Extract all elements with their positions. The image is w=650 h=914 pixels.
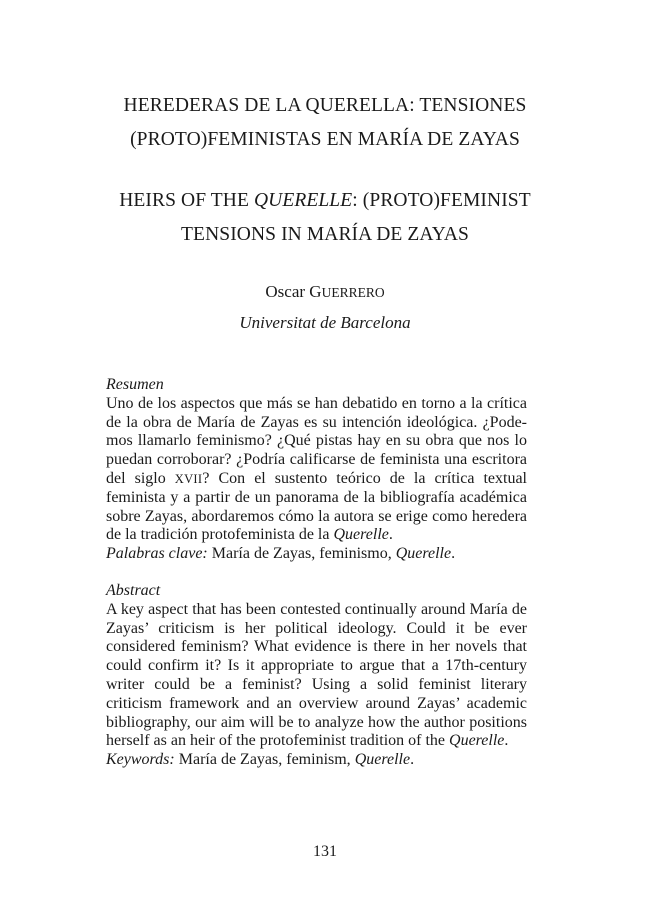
english-title-line-2: TENSIONS IN MARÍA DE ZAYAS (181, 224, 469, 245)
resumen-line-last (106, 526, 527, 545)
resumen-section (106, 376, 527, 564)
page-number: 131 (313, 843, 337, 860)
abstract-keywords (106, 751, 527, 770)
english-title-italic: QUERELLE (253, 190, 353, 211)
resumen-line: Uno de los aspectos que más se han debatido en torno a la crítica (106, 394, 527, 412)
author-first-name: Oscar (265, 282, 310, 301)
century-smallcaps: XVII (174, 471, 203, 486)
abstract-heading: Abstract (106, 582, 161, 599)
resumen-keywords-end: . (451, 545, 456, 563)
abstract-line: could confirm it? Is it appropriate to argue that a 17th-century (106, 657, 527, 675)
abstract-section (106, 582, 527, 770)
abstract-keywords-italic: Querelle (354, 751, 411, 769)
abstract-keywords-label: Keywords: (106, 751, 175, 769)
resumen-line (106, 470, 527, 489)
abstract-last-pre: herself as an heir of the protofeminist tradition of the (106, 732, 450, 750)
author-affiliation: Universitat de Barcelona (239, 313, 411, 332)
english-title-pre: HEIRS OF THE (119, 190, 254, 211)
resumen-keywords-italic: Querelle (395, 545, 452, 563)
resumen-keywords (106, 545, 527, 564)
resumen-last-pre: de la tradición protofeminista de la (106, 526, 334, 544)
abstract-line-last (106, 732, 527, 751)
abstract-keywords-end: . (410, 751, 415, 769)
spanish-title-line-1: HEREDERAS DE LA QUERELLA: TENSIONES (123, 95, 527, 116)
resumen-keywords-text: María de Zayas, feminismo, (207, 545, 396, 563)
abstract-line: criticism framework and an overview around Zayas’ academic (106, 694, 527, 712)
abstract-last-italic: Querelle (449, 732, 505, 750)
english-title-post: : (PROTO)FEMINIST (352, 190, 531, 211)
resumen-line: mos llamarlo feminismo? ¿Qué pistas hay en su obra que nos lo (106, 432, 527, 450)
resumen-line: sobre Zayas, abordaremos cómo la autora se erige como heredera (106, 507, 527, 525)
author-last-initial: G (309, 282, 322, 301)
abstract-last-post: . (504, 732, 509, 750)
resumen-line5-pre: del siglo (106, 469, 175, 487)
author-name (60, 282, 590, 302)
resumen-heading: Resumen (106, 376, 164, 393)
resumen-last-post: . (388, 526, 393, 544)
abstract-keywords-text: María de Zayas, feminism, (174, 751, 355, 769)
resumen-line5-post: ? Con el sustento teórico de la crítica textual (202, 469, 527, 487)
spanish-title (60, 89, 590, 157)
author-last-rest: UERRERO (321, 285, 385, 300)
spanish-title-line-2: (PROTO)FEMINISTAS EN MARÍA DE ZAYAS (130, 129, 520, 150)
abstract-line: bibliography, our aim will be to analyze how the author positions (106, 713, 527, 731)
abstract-line: writer could be a feminist? Using a solid feminist literary (106, 675, 527, 693)
abstract-line: considered feminism? What evidence is there in her novels that (106, 638, 527, 656)
abstract-line: A key aspect that has been contested continually around María de (106, 600, 527, 618)
resumen-line: feminista y a partir de un panorama de la bibliografía académica (106, 488, 527, 506)
resumen-keywords-label: Palabras clave: (106, 545, 208, 563)
english-title-line-1 (60, 184, 590, 218)
english-title (60, 184, 590, 252)
resumen-line: de la obra de María de Zayas es su intención ideológica. ¿Pode- (106, 413, 527, 431)
resumen-line: puedan corroborar? ¿Podría calificarse de feminista una escritora (106, 451, 527, 469)
resumen-last-italic: Querelle (333, 526, 389, 544)
abstract-line: Zayas’ criticism is her political ideology. Could it be ever (106, 619, 527, 637)
